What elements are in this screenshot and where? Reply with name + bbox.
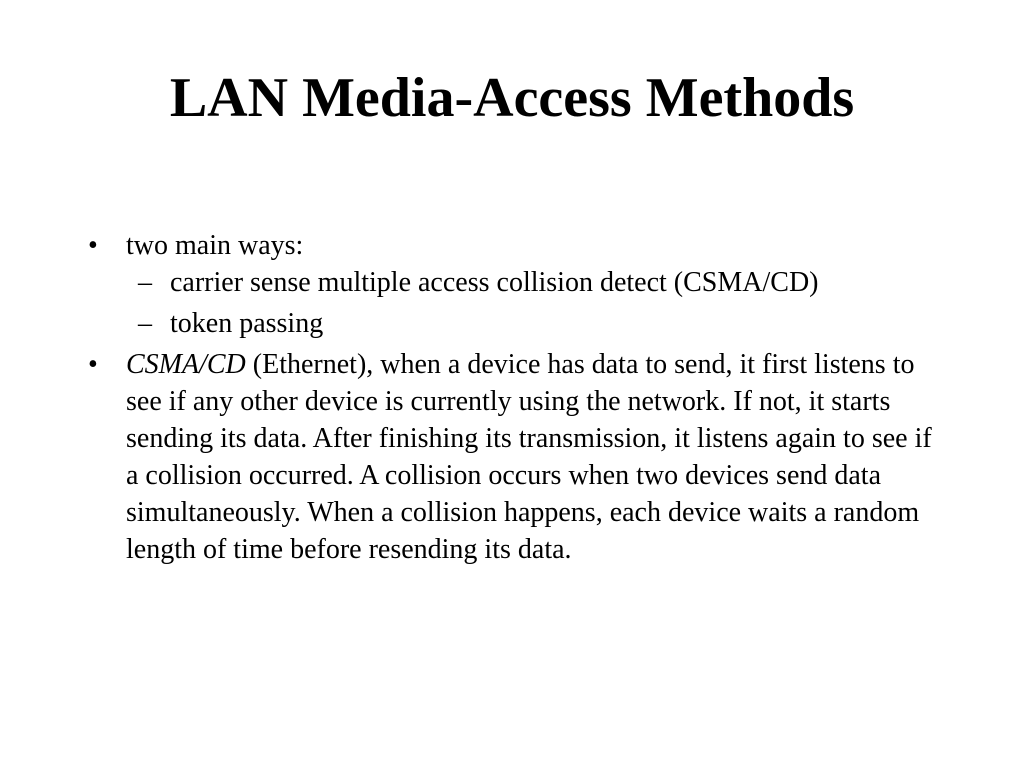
bullet-text: (Ethernet), when a device has data to send, it first listens to see if any other device is currently using the network. If not, it starts sending its data. After finishing its transmission, it listens again to see if a collision occurred. A collision occurs when two devices send data simultaneously. When a collision happens, each device waits a random length of time before resending its data.: [126, 349, 932, 565]
sub-item-token-passing: [88, 305, 948, 342]
bullet-item-csma-cd-description: [88, 346, 948, 568]
sub-item-text: token passing: [170, 308, 324, 339]
bullet-text: two main ways:: [126, 230, 304, 261]
bullet-marker: •: [88, 230, 98, 261]
sub-item-text: carrier sense multiple access collision detect (CSMA/CD): [170, 267, 819, 298]
dash-marker: –: [138, 267, 152, 298]
bullet-marker: •: [88, 349, 98, 380]
bullet-lead-term: CSMA/CD: [126, 349, 246, 380]
slide-title: LAN Media-Access Methods: [169, 67, 855, 129]
dash-marker: –: [138, 308, 152, 339]
sub-item-csma-cd: [88, 264, 948, 301]
sub-list: [88, 264, 948, 342]
slide-body: [88, 227, 948, 568]
bullet-item-two-main-ways: [88, 227, 948, 264]
